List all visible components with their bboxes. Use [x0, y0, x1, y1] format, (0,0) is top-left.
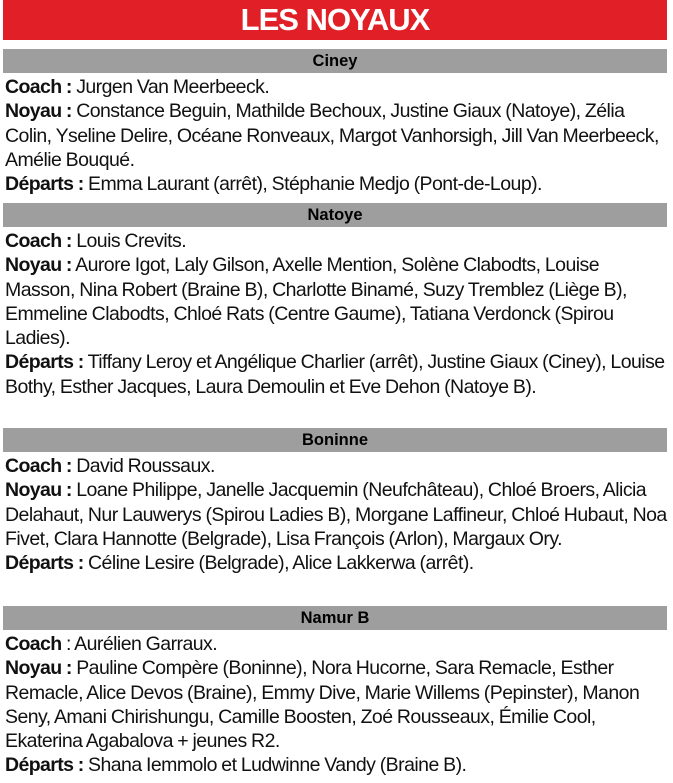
- noyau-value: Loane Philippe, Janelle Jacquemin (Neufchâteau), Chloé Broers, Alicia Delahaut, Nur Lauwerys (Spirou Ladies B), Morgane Laffineur, Chloé Hubaut, Noa Fivet, Clara Hannotte (Belgrade), Lisa François (Arlon), Margaux Ory.: [5, 479, 667, 550]
- departs-value: Shana Iemmolo et Ludwinne Vandy (Braine B).: [88, 754, 467, 777]
- coach-value: : Aurélien Garraux.: [65, 633, 218, 655]
- departs-label: Départs :: [5, 552, 84, 575]
- departs-row: [5, 350, 667, 399]
- noyau-label: Noyau :: [5, 479, 72, 502]
- team-section-natoye: [3, 203, 667, 399]
- noyau-value: Pauline Compère (Boninne), Nora Hucorne, Sara Remacle, Esther Remacle, Alice Devos (Braine), Emmy Dive, Marie Willems (Pepinster), Manon Seny, Amani Chirishungu, Camille Boosten, Zoé Rousseaux, Émilie Cool, Ekaterina Agabalova + jeunes R2.: [5, 657, 640, 753]
- noyau-label: Noyau :: [5, 657, 72, 680]
- noyau-value: Aurore Igot, Laly Gilson, Axelle Mention, Solène Clabodts, Louise Masson, Nina Robert (Braine B), Charlotte Binamé, Suzy Tremblez (Liège B), Emmeline Clabodts, Chloé Rats (Centre Gaume), Tatiana Verdonck (Spirou Ladies).: [5, 254, 627, 350]
- coach-row: [5, 229, 667, 253]
- coach-value: Jurgen Van Meerbeeck.: [76, 76, 270, 98]
- coach-label: Coach :: [5, 230, 72, 252]
- noyau-row: [5, 99, 667, 172]
- coach-row: [5, 632, 667, 656]
- team-section-ciney: [3, 49, 667, 196]
- departs-value: Tiffany Leroy et Angélique Charlier (arrêt), Justine Giaux (Ciney), Louise Bothy, Esther Jacques, Laura Demoulin et Eve Dehon (Natoye B).: [5, 351, 665, 398]
- coach-row: [5, 75, 667, 99]
- noyau-value: Constance Beguin, Mathilde Bechoux, Justine Giaux (Natoye), Zélia Colin, Yseline Delire, Océane Ronveaux, Margot Vanhorsigh, Jill Van Meerbeeck, Amélie Bouqué.: [5, 100, 659, 171]
- team-details: [3, 630, 667, 778]
- noyau-label: Noyau :: [5, 100, 72, 123]
- noyau-row: [5, 478, 667, 551]
- team-name: Namur B: [3, 606, 667, 630]
- departs-row: [5, 172, 667, 196]
- noyau-label: Noyau :: [5, 254, 72, 277]
- team-details: [3, 73, 667, 196]
- team-details: [3, 452, 667, 575]
- team-section-boninne: [3, 428, 667, 575]
- departs-label: Départs :: [5, 754, 84, 777]
- noyau-row: [5, 656, 667, 753]
- coach-label: Coach: [5, 633, 62, 655]
- coach-label: Coach :: [5, 455, 72, 477]
- page-title: LES NOYAUX: [3, 0, 667, 40]
- departs-row: [5, 753, 667, 777]
- team-details: [3, 227, 667, 399]
- team-name: Ciney: [3, 49, 667, 73]
- noyau-row: [5, 253, 667, 350]
- coach-row: [5, 454, 667, 478]
- departs-row: [5, 551, 667, 575]
- team-name: Boninne: [3, 428, 667, 452]
- coach-value: David Roussaux.: [76, 455, 215, 477]
- coach-label: Coach :: [5, 76, 72, 98]
- team-name: Natoye: [3, 203, 667, 227]
- departs-label: Départs :: [5, 351, 84, 374]
- departs-label: Départs :: [5, 173, 84, 196]
- team-section-namur-b: [3, 606, 667, 778]
- coach-value: Louis Crevits.: [76, 230, 187, 252]
- departs-value: Emma Laurant (arrêt), Stéphanie Medjo (Pont-de-Loup).: [88, 173, 542, 196]
- departs-value: Céline Lesire (Belgrade), Alice Lakkerwa (arrêt).: [88, 552, 474, 575]
